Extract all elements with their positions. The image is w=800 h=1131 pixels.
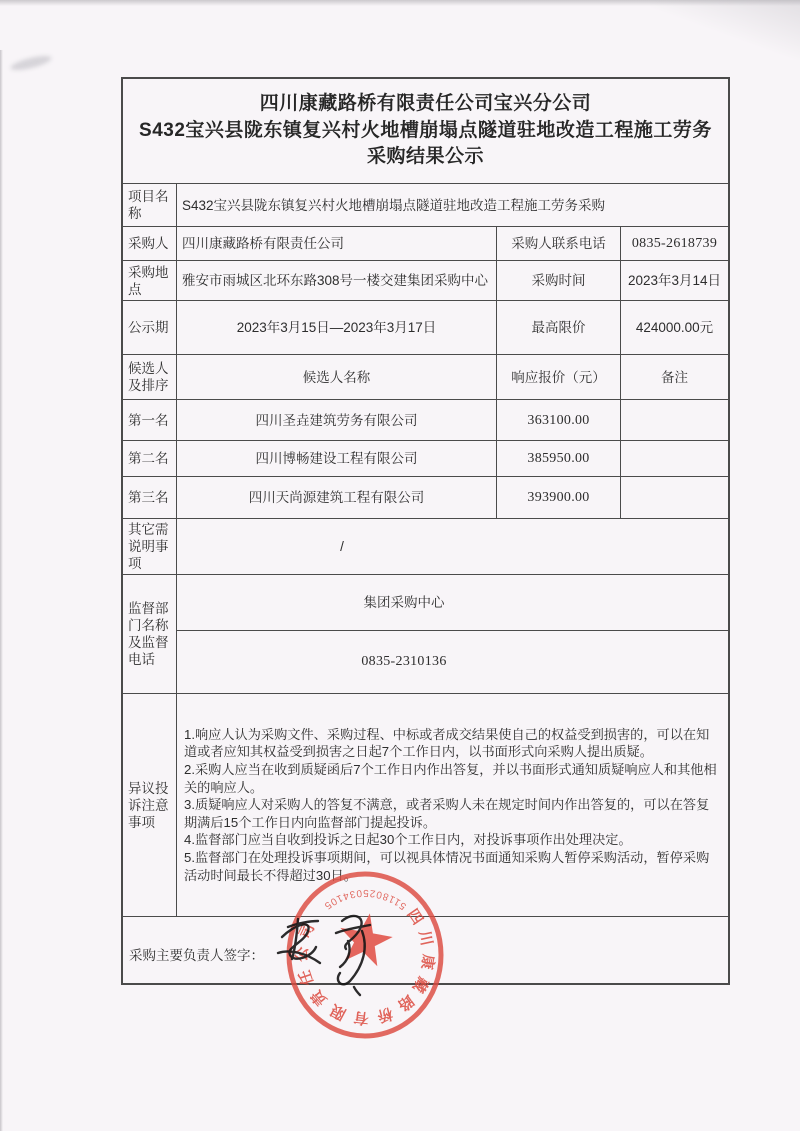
objection-item-4: 4.监督部门应当自收到投诉之日起30个工作日内，对投诉事项作出处理决定。 — [184, 832, 632, 848]
candidates-header-row — [123, 354, 728, 399]
project-name-label: 项目名称 — [128, 189, 169, 221]
candidate-name-header: 候选人名称 — [176, 355, 496, 399]
rank-1-label: 第一名 — [128, 412, 169, 428]
candidate-2-name: 四川博畅建设工程有限公司 — [176, 441, 496, 476]
supervision-content — [176, 575, 728, 693]
scan-smudge — [9, 53, 52, 73]
location-label: 采购地点 — [128, 264, 169, 297]
candidate-2-quote: 385950.00 — [496, 441, 620, 476]
other-notes-cell — [176, 519, 728, 574]
objection-items — [182, 722, 723, 888]
candidate-row-3 — [123, 476, 728, 518]
candidate-row-2 — [123, 440, 728, 476]
candidates-header-label: 候选人及排序 — [128, 361, 169, 393]
publicity-value: 2023年3月15日—2023年3月17日 — [176, 301, 496, 354]
supervision-label: 监督部门名称及监督电话 — [128, 601, 169, 667]
candidate-1-remark — [620, 400, 728, 440]
location-row — [123, 260, 728, 300]
candidate-3-name: 四川天尚源建筑工程有限公司 — [176, 477, 496, 518]
title-line-3: 采购结果公示 — [366, 146, 484, 168]
purchaser-phone-value: 0835-2618739 — [620, 227, 728, 260]
location-value: 雅安市雨城区北环东路308号一楼交建集团采购中心 — [176, 261, 496, 300]
supervision-phone-cell — [176, 631, 728, 694]
other-notes-row — [123, 518, 728, 574]
procurement-result-table — [121, 77, 730, 985]
scan-edge-left — [0, 50, 3, 1131]
handwritten-signature-icon — [268, 903, 404, 1005]
supervision-dept-cell — [176, 575, 728, 631]
purchase-time-value: 2023年3月14日 — [620, 261, 728, 300]
objection-item-5: 5.监督部门在处理投诉事项期间，可以视具体情况书面通知采购人暂停采购活动，暂停采购活动时间最长不得超过30日。 — [184, 849, 710, 883]
publicity-label: 公示期 — [128, 320, 169, 335]
project-name-value: S432宝兴县陇东镇复兴村火地槽崩塌点隧道驻地改造工程施工劳务采购 — [176, 184, 728, 226]
supervision-dept: 集团采购中心 — [363, 594, 445, 610]
publicity-row — [123, 300, 728, 354]
seal-code-text: 5118025034105 — [320, 886, 409, 912]
purchaser-row — [123, 226, 728, 260]
other-notes-label: 其它需说明事项 — [128, 522, 169, 571]
objection-item-2: 2.采购人应当在收到质疑函后7个工作日内作出答复，并以书面形式通知质疑响应人和其他相关的响应人。 — [184, 762, 717, 795]
supervision-row — [123, 574, 728, 693]
candidate-1-name: 四川圣垚建筑劳务有限公司 — [176, 400, 496, 440]
candidate-2-remark — [620, 441, 728, 476]
candidate-3-quote: 393900.00 — [496, 477, 620, 518]
purchaser-value: 四川康藏路桥有限责任公司 — [176, 227, 496, 260]
candidate-1-quote: 363100.00 — [496, 400, 620, 440]
supervision-phone: 0835-2310136 — [361, 654, 447, 670]
document-title — [123, 79, 728, 183]
objection-label: 异议投诉注意事项 — [128, 780, 169, 830]
quote-header: 响应报价（元） — [496, 355, 620, 399]
title-line-1: 四川康藏路桥有限责任公司宝兴分公司 — [259, 93, 592, 115]
rank-3-label: 第三名 — [128, 490, 169, 505]
price-limit-value: 424000.00元 — [620, 301, 728, 354]
signature-line-label: 采购主要负责人签字： — [129, 948, 264, 963]
project-name-row — [123, 183, 728, 226]
objection-item-1: 1.响应人认为采购文件、采购过程、中标或者成交结果使自己的权益受到损害的，可以在知道或者应知其权益受到损害之日起7个工作日内，以书面形式向采购人提出质疑。 — [184, 726, 710, 760]
remark-header: 备注 — [620, 355, 728, 399]
purchaser-phone-label: 采购人联系电话 — [496, 227, 620, 260]
purchaser-label: 采购人 — [128, 236, 169, 251]
title-row — [123, 79, 728, 183]
title-line-2: S432宝兴县陇东镇复兴村火地槽崩塌点隧道驻地改造工程施工劳务 — [139, 119, 712, 141]
other-notes-value: / — [340, 539, 344, 554]
rank-2-label: 第二名 — [128, 451, 169, 466]
objection-item-3: 3.质疑响应人对采购人的答复不满意，或者采购人未在规定时间内作出答复的，可以在答复期满后15个工作日内向监督部门提起投诉。 — [184, 797, 710, 830]
scan-corner-shading — [650, 0, 800, 60]
price-limit-label: 最高限价 — [496, 301, 620, 354]
objection-content — [176, 694, 728, 916]
purchase-time-label: 采购时间 — [496, 261, 620, 300]
seal-company-text: 四川康藏路桥有限责任公司 — [293, 906, 437, 1027]
candidate-row-1 — [123, 399, 728, 440]
candidate-3-remark — [620, 477, 728, 518]
